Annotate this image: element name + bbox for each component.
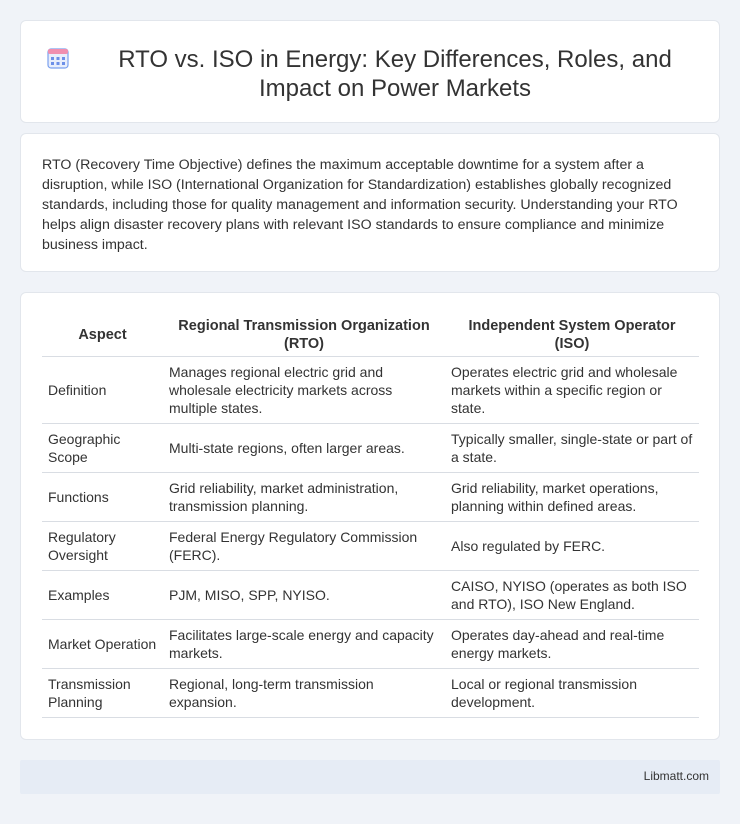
- row-aspect: Functions: [42, 472, 163, 521]
- footer: [20, 760, 720, 794]
- row-rto: Manages regional electric grid and wholesale electricity markets across multiple states.: [163, 356, 445, 423]
- row-rto: PJM, MISO, SPP, NYISO.: [163, 570, 445, 619]
- table-row: [42, 619, 699, 668]
- table-row: [42, 356, 699, 423]
- title-card: [20, 20, 720, 123]
- intro-paragraph: RTO (Recovery Time Objective) defines the maximum acceptable downtime for a system after a disruption, while ISO (International Organization for Standardization) establishes globally recognized standards, including those for quality management and information security. Understanding your RTO helps align disaster recovery plans with relevant ISO standards to ensure compliance and minimize business impact.: [42, 157, 678, 253]
- row-aspect: Transmission Planning: [42, 668, 163, 717]
- row-aspect: Geographic Scope: [42, 423, 163, 472]
- header-aspect: Aspect: [42, 314, 163, 356]
- table-header-row: [42, 314, 699, 356]
- comparison-table-card: [20, 292, 720, 740]
- row-iso: CAISO, NYISO (operates as both ISO and RTO), ISO New England.: [445, 570, 699, 619]
- row-aspect: Examples: [42, 570, 163, 619]
- row-aspect: Market Operation: [42, 619, 163, 668]
- row-iso: Grid reliability, market operations, planning within defined areas.: [445, 472, 699, 521]
- row-rto: Facilitates large-scale energy and capacity markets.: [163, 619, 445, 668]
- comparison-table: [42, 314, 699, 718]
- row-rto: Grid reliability, market administration, transmission planning.: [163, 472, 445, 521]
- table-row: [42, 472, 699, 521]
- footer-site-link[interactable]: Libmatt.com: [643, 769, 709, 783]
- table-row: [42, 423, 699, 472]
- row-iso: Also regulated by FERC.: [445, 521, 699, 570]
- row-aspect: Definition: [42, 356, 163, 423]
- row-aspect: Regulatory Oversight: [42, 521, 163, 570]
- table-row: [42, 668, 699, 717]
- page-title: RTO vs. ISO in Energy: Key Differences, Roles, and Impact on Power Markets: [118, 46, 672, 102]
- table-row: [42, 570, 699, 619]
- row-rto: Federal Energy Regulatory Commission (FERC).: [163, 521, 445, 570]
- row-iso: Operates day-ahead and real-time energy markets.: [445, 619, 699, 668]
- header-rto: Regional Transmission Organization (RTO): [163, 314, 445, 356]
- row-iso: Operates electric grid and wholesale markets within a specific region or state.: [445, 356, 699, 423]
- row-rto: Multi-state regions, often larger areas.: [163, 423, 445, 472]
- row-rto: Regional, long-term transmission expansion.: [163, 668, 445, 717]
- row-iso: Local or regional transmission development.: [445, 668, 699, 717]
- row-iso: Typically smaller, single-state or part of a state.: [445, 423, 699, 472]
- intro-card: [20, 133, 720, 272]
- header-iso: Independent System Operator (ISO): [445, 314, 699, 356]
- table-row: [42, 521, 699, 570]
